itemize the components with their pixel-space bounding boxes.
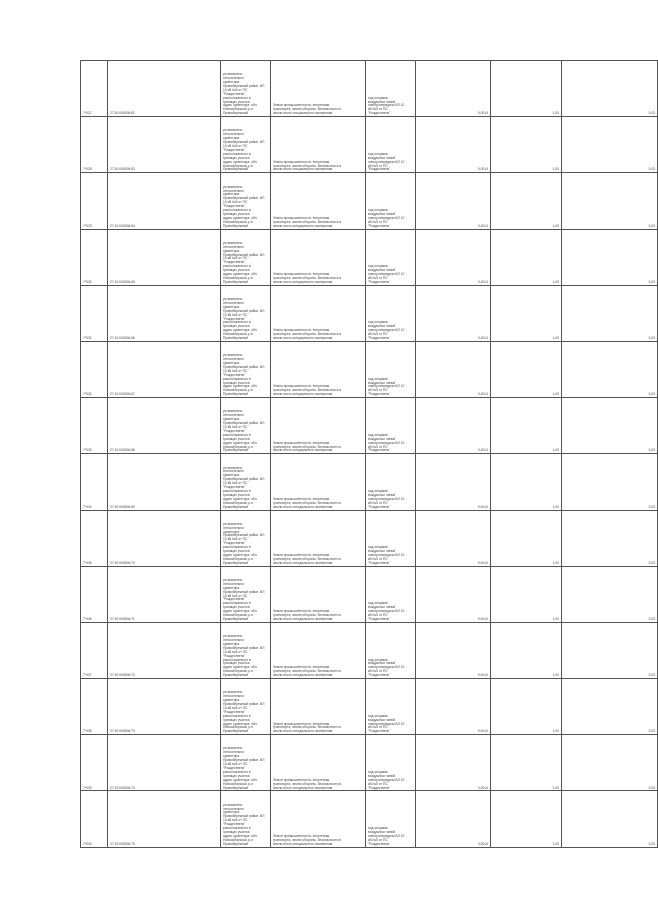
amount-value: 0,03 [562, 791, 658, 847]
land-category: Земли промышленности, энергетики, транспорта, земли обороны, безопасности и земли иного специального назначения [271, 117, 366, 173]
cadastral-number: 27:10:000006:74 [108, 735, 221, 791]
location-description: установлено относительно ориентира Правобережный район, ВЛ 10 кВ №5 от ПС "Рождественс" расположенного в границах участка адрес ориентира: обл. Новосибирская, р-н Правобережный [221, 510, 271, 566]
location-description: установлено относительно ориентира Правобережный район, ВЛ 10 кВ №5 от ПС "Рождественс" расположенного в границах участка адрес ориентира: обл. Новосибирская, р-н Правобережный [221, 791, 271, 847]
factor-value: 1,00 [491, 679, 562, 735]
amount-value: 0,03 [562, 229, 658, 285]
area-value: 0,0014 [416, 566, 491, 622]
table-row [81, 117, 658, 173]
land-category: Земли промышленности, энергетики, транспорта, земли обороны, безопасности и земли иного специального назначения [271, 735, 366, 791]
factor-value: 1,00 [491, 61, 562, 117]
row-number: 7*032 [81, 341, 108, 397]
row-number: 7*036 [81, 566, 108, 622]
table-row [81, 229, 658, 285]
permitted-use: под опорами воздушных линий электропередачи ВЛ 10 кВ №5 от ПС "Рождественс" [366, 285, 416, 341]
table-row [81, 622, 658, 678]
permitted-use: под опорами воздушных линий электропередачи ВЛ 10 кВ №5 от ПС "Рождественс" [366, 510, 416, 566]
document-sheet [80, 60, 655, 847]
amount-value: 0,03 [562, 679, 658, 735]
table-row [81, 791, 658, 847]
area-value: 0,0014 [416, 61, 491, 117]
permitted-use: под опорами воздушных линий электропередачи ВЛ 10 кВ №5 от ПС "Рождественс" [366, 566, 416, 622]
area-value: 0,0014 [416, 117, 491, 173]
land-category: Земли промышленности, энергетики, транспорта, земли обороны, безопасности и земли иного специального назначения [271, 229, 366, 285]
land-category: Земли промышленности, энергетики, транспорта, земли обороны, безопасности и земли иного специального назначения [271, 566, 366, 622]
amount-value: 0,03 [562, 735, 658, 791]
amount-value: 0,03 [562, 510, 658, 566]
factor-value: 1,00 [491, 454, 562, 510]
table-row [81, 735, 658, 791]
location-description: установлено относительно ориентира Правобережный район, ВЛ 10 кВ №5 от ПС "Рождественс" расположенного в границах участка адрес ориентира: обл. Новосибирская, р-н Правобережный [221, 735, 271, 791]
factor-value: 1,00 [491, 510, 562, 566]
factor-value: 1,00 [491, 285, 562, 341]
location-description: установлено относительно ориентира Правобережный район, ВЛ 10 кВ №5 от ПС "Рождественс" расположенного в границах участка адрес ориентира: обл. Новосибирская, р-н Правобережный [221, 285, 271, 341]
cadastral-number: 27:10:000006:64 [108, 173, 221, 229]
amount-value: 0,03 [562, 61, 658, 117]
land-plots-table [80, 60, 658, 848]
amount-value: 0,03 [562, 454, 658, 510]
amount-value: 0,03 [562, 117, 658, 173]
row-number: 7*030 [81, 229, 108, 285]
land-category: Земли промышленности, энергетики, транспорта, земли обороны, безопасности и земли иного специального назначения [271, 61, 366, 117]
row-number: 7*028 [81, 117, 108, 173]
table-row [81, 398, 658, 454]
row-number: 7*037 [81, 622, 108, 678]
table-row [81, 454, 658, 510]
land-category: Земли промышленности, энергетики, транспорта, земли обороны, безопасности и земли иного специального назначения [271, 454, 366, 510]
area-value: 0,0014 [416, 679, 491, 735]
area-value: 0,0014 [416, 398, 491, 454]
cadastral-number: 27:10:000006:62 [108, 61, 221, 117]
amount-value: 0,03 [562, 398, 658, 454]
row-number: 7*035 [81, 510, 108, 566]
location-description: установлено относительно ориентира Правобережный район, ВЛ 10 кВ №5 от ПС "Рождественс" расположенного в границах участка адрес ориентира: обл. Новосибирская, р-н Правобережный [221, 61, 271, 117]
row-number: 7*039 [81, 735, 108, 791]
area-value: 0,0014 [416, 341, 491, 397]
location-description: установлено относительно ориентира Правобережный район, ВЛ 10 кВ №5 от ПС "Рождественс" расположенного в границах участка адрес ориентира: обл. Новосибирская, р-н Правобережный [221, 117, 271, 173]
land-category: Земли промышленности, энергетики, транспорта, земли обороны, безопасности и земли иного специального назначения [271, 173, 366, 229]
factor-value: 1,00 [491, 341, 562, 397]
location-description: установлено относительно ориентира Правобережный район, ВЛ 10 кВ №5 от ПС "Рождественс" расположенного в границах участка адрес ориентира: обл. Новосибирская, р-н Правобережный [221, 173, 271, 229]
permitted-use: под опорами воздушных линий электропередачи ВЛ 10 кВ №5 от ПС "Рождественс" [366, 791, 416, 847]
permitted-use: под опорами воздушных линий электропередачи ВЛ 10 кВ №5 от ПС "Рождественс" [366, 341, 416, 397]
table-row [81, 341, 658, 397]
area-value: 0,0014 [416, 622, 491, 678]
permitted-use: под опорами воздушных линий электропередачи ВЛ 10 кВ №5 от ПС "Рождественс" [366, 117, 416, 173]
row-number: 7*029 [81, 173, 108, 229]
table-row [81, 510, 658, 566]
table-row [81, 285, 658, 341]
permitted-use: под опорами воздушных линий электропередачи ВЛ 10 кВ №5 от ПС "Рождественс" [366, 454, 416, 510]
factor-value: 1,00 [491, 117, 562, 173]
cadastral-number: 27:10:000006:70 [108, 510, 221, 566]
permitted-use: под опорами воздушных линий электропередачи ВЛ 10 кВ №5 от ПС "Рождественс" [366, 229, 416, 285]
location-description: установлено относительно ориентира Правобережный район, ВЛ 10 кВ №5 от ПС "Рождественс" расположенного в границах участка адрес ориентира: обл. Новосибирская, р-н Правобережный [221, 341, 271, 397]
location-description: установлено относительно ориентира Правобережный район, ВЛ 10 кВ №5 от ПС "Рождественс" расположенного в границах участка адрес ориентира: обл. Новосибирская, р-н Правобережный [221, 679, 271, 735]
land-category: Земли промышленности, энергетики, транспорта, земли обороны, безопасности и земли иного специального назначения [271, 398, 366, 454]
amount-value: 0,03 [562, 566, 658, 622]
factor-value: 1,00 [491, 735, 562, 791]
table-row [81, 566, 658, 622]
land-category: Земли промышленности, энергетики, транспорта, земли обороны, безопасности и земли иного специального назначения [271, 622, 366, 678]
location-description: установлено относительно ориентира Правобережный район, ВЛ 10 кВ №5 от ПС "Рождественс" расположенного в границах участка адрес ориентира: обл. Новосибирская, р-н Правобережный [221, 454, 271, 510]
land-category: Земли промышленности, энергетики, транспорта, земли обороны, безопасности и земли иного специального назначения [271, 679, 366, 735]
area-value: 0,0014 [416, 510, 491, 566]
area-value: 0,0014 [416, 454, 491, 510]
factor-value: 1,00 [491, 229, 562, 285]
location-description: установлено относительно ориентира Правобережный район, ВЛ 10 кВ №5 от ПС "Рождественс" расположенного в границах участка адрес ориентира: обл. Новосибирская, р-н Правобережный [221, 398, 271, 454]
cadastral-number: 27:10:000006:72 [108, 622, 221, 678]
factor-value: 1,00 [491, 398, 562, 454]
factor-value: 1,00 [491, 173, 562, 229]
row-number: 7*027 [81, 61, 108, 117]
permitted-use: под опорами воздушных линий электропередачи ВЛ 10 кВ №5 от ПС "Рождественс" [366, 173, 416, 229]
row-number: 7*038 [81, 679, 108, 735]
location-description: установлено относительно ориентира Правобережный район, ВЛ 10 кВ №5 от ПС "Рождественс" расположенного в границах участка адрес ориентира: обл. Новосибирская, р-н Правобережный [221, 622, 271, 678]
permitted-use: под опорами воздушных линий электропередачи ВЛ 10 кВ №5 от ПС "Рождественс" [366, 61, 416, 117]
cadastral-number: 27:10:000006:65 [108, 229, 221, 285]
amount-value: 0,03 [562, 173, 658, 229]
cadastral-number: 27:10:000006:69 [108, 454, 221, 510]
permitted-use: под опорами воздушных линий электропередачи ВЛ 10 кВ №5 от ПС "Рождественс" [366, 735, 416, 791]
cadastral-number: 27:10:000006:68 [108, 398, 221, 454]
amount-value: 0,03 [562, 622, 658, 678]
land-category: Земли промышленности, энергетики, транспорта, земли обороны, безопасности и земли иного специального назначения [271, 791, 366, 847]
table-row [81, 61, 658, 117]
cadastral-number: 27:10:000006:75 [108, 791, 221, 847]
land-category: Земли промышленности, энергетики, транспорта, земли обороны, безопасности и земли иного специального назначения [271, 510, 366, 566]
row-number: 7*040 [81, 791, 108, 847]
table-row [81, 173, 658, 229]
area-value: 0,0014 [416, 285, 491, 341]
cadastral-number: 27:10:000006:63 [108, 117, 221, 173]
land-category: Земли промышленности, энергетики, транспорта, земли обороны, безопасности и земли иного специального назначения [271, 285, 366, 341]
location-description: установлено относительно ориентира Правобережный район, ВЛ 10 кВ №5 от ПС "Рождественс" расположенного в границах участка адрес ориентира: обл. Новосибирская, р-н Правобережный [221, 566, 271, 622]
permitted-use: под опорами воздушных линий электропередачи ВЛ 10 кВ №5 от ПС "Рождественс" [366, 622, 416, 678]
area-value: 0,0014 [416, 173, 491, 229]
cadastral-number: 27:10:000006:66 [108, 285, 221, 341]
row-number: 7*031 [81, 285, 108, 341]
area-value: 0,0014 [416, 229, 491, 285]
cadastral-number: 27:10:000006:73 [108, 679, 221, 735]
permitted-use: под опорами воздушных линий электропередачи ВЛ 10 кВ №5 от ПС "Рождественс" [366, 679, 416, 735]
area-value: 0,0014 [416, 791, 491, 847]
cadastral-number: 27:10:000006:67 [108, 341, 221, 397]
factor-value: 1,00 [491, 791, 562, 847]
row-number: 7*033 [81, 398, 108, 454]
area-value: 0,0014 [416, 735, 491, 791]
permitted-use: под опорами воздушных линий электропередачи ВЛ 10 кВ №5 от ПС "Рождественс" [366, 398, 416, 454]
row-number: 7*034 [81, 454, 108, 510]
amount-value: 0,03 [562, 285, 658, 341]
table-row [81, 679, 658, 735]
amount-value: 0,03 [562, 341, 658, 397]
factor-value: 1,00 [491, 566, 562, 622]
cadastral-number: 27:10:000006:71 [108, 566, 221, 622]
factor-value: 1,00 [491, 622, 562, 678]
land-category: Земли промышленности, энергетики, транспорта, земли обороны, безопасности и земли иного специального назначения [271, 341, 366, 397]
location-description: установлено относительно ориентира Правобережный район, ВЛ 10 кВ №5 от ПС "Рождественс" расположенного в границах участка адрес ориентира: обл. Новосибирская, р-н Правобережный [221, 229, 271, 285]
